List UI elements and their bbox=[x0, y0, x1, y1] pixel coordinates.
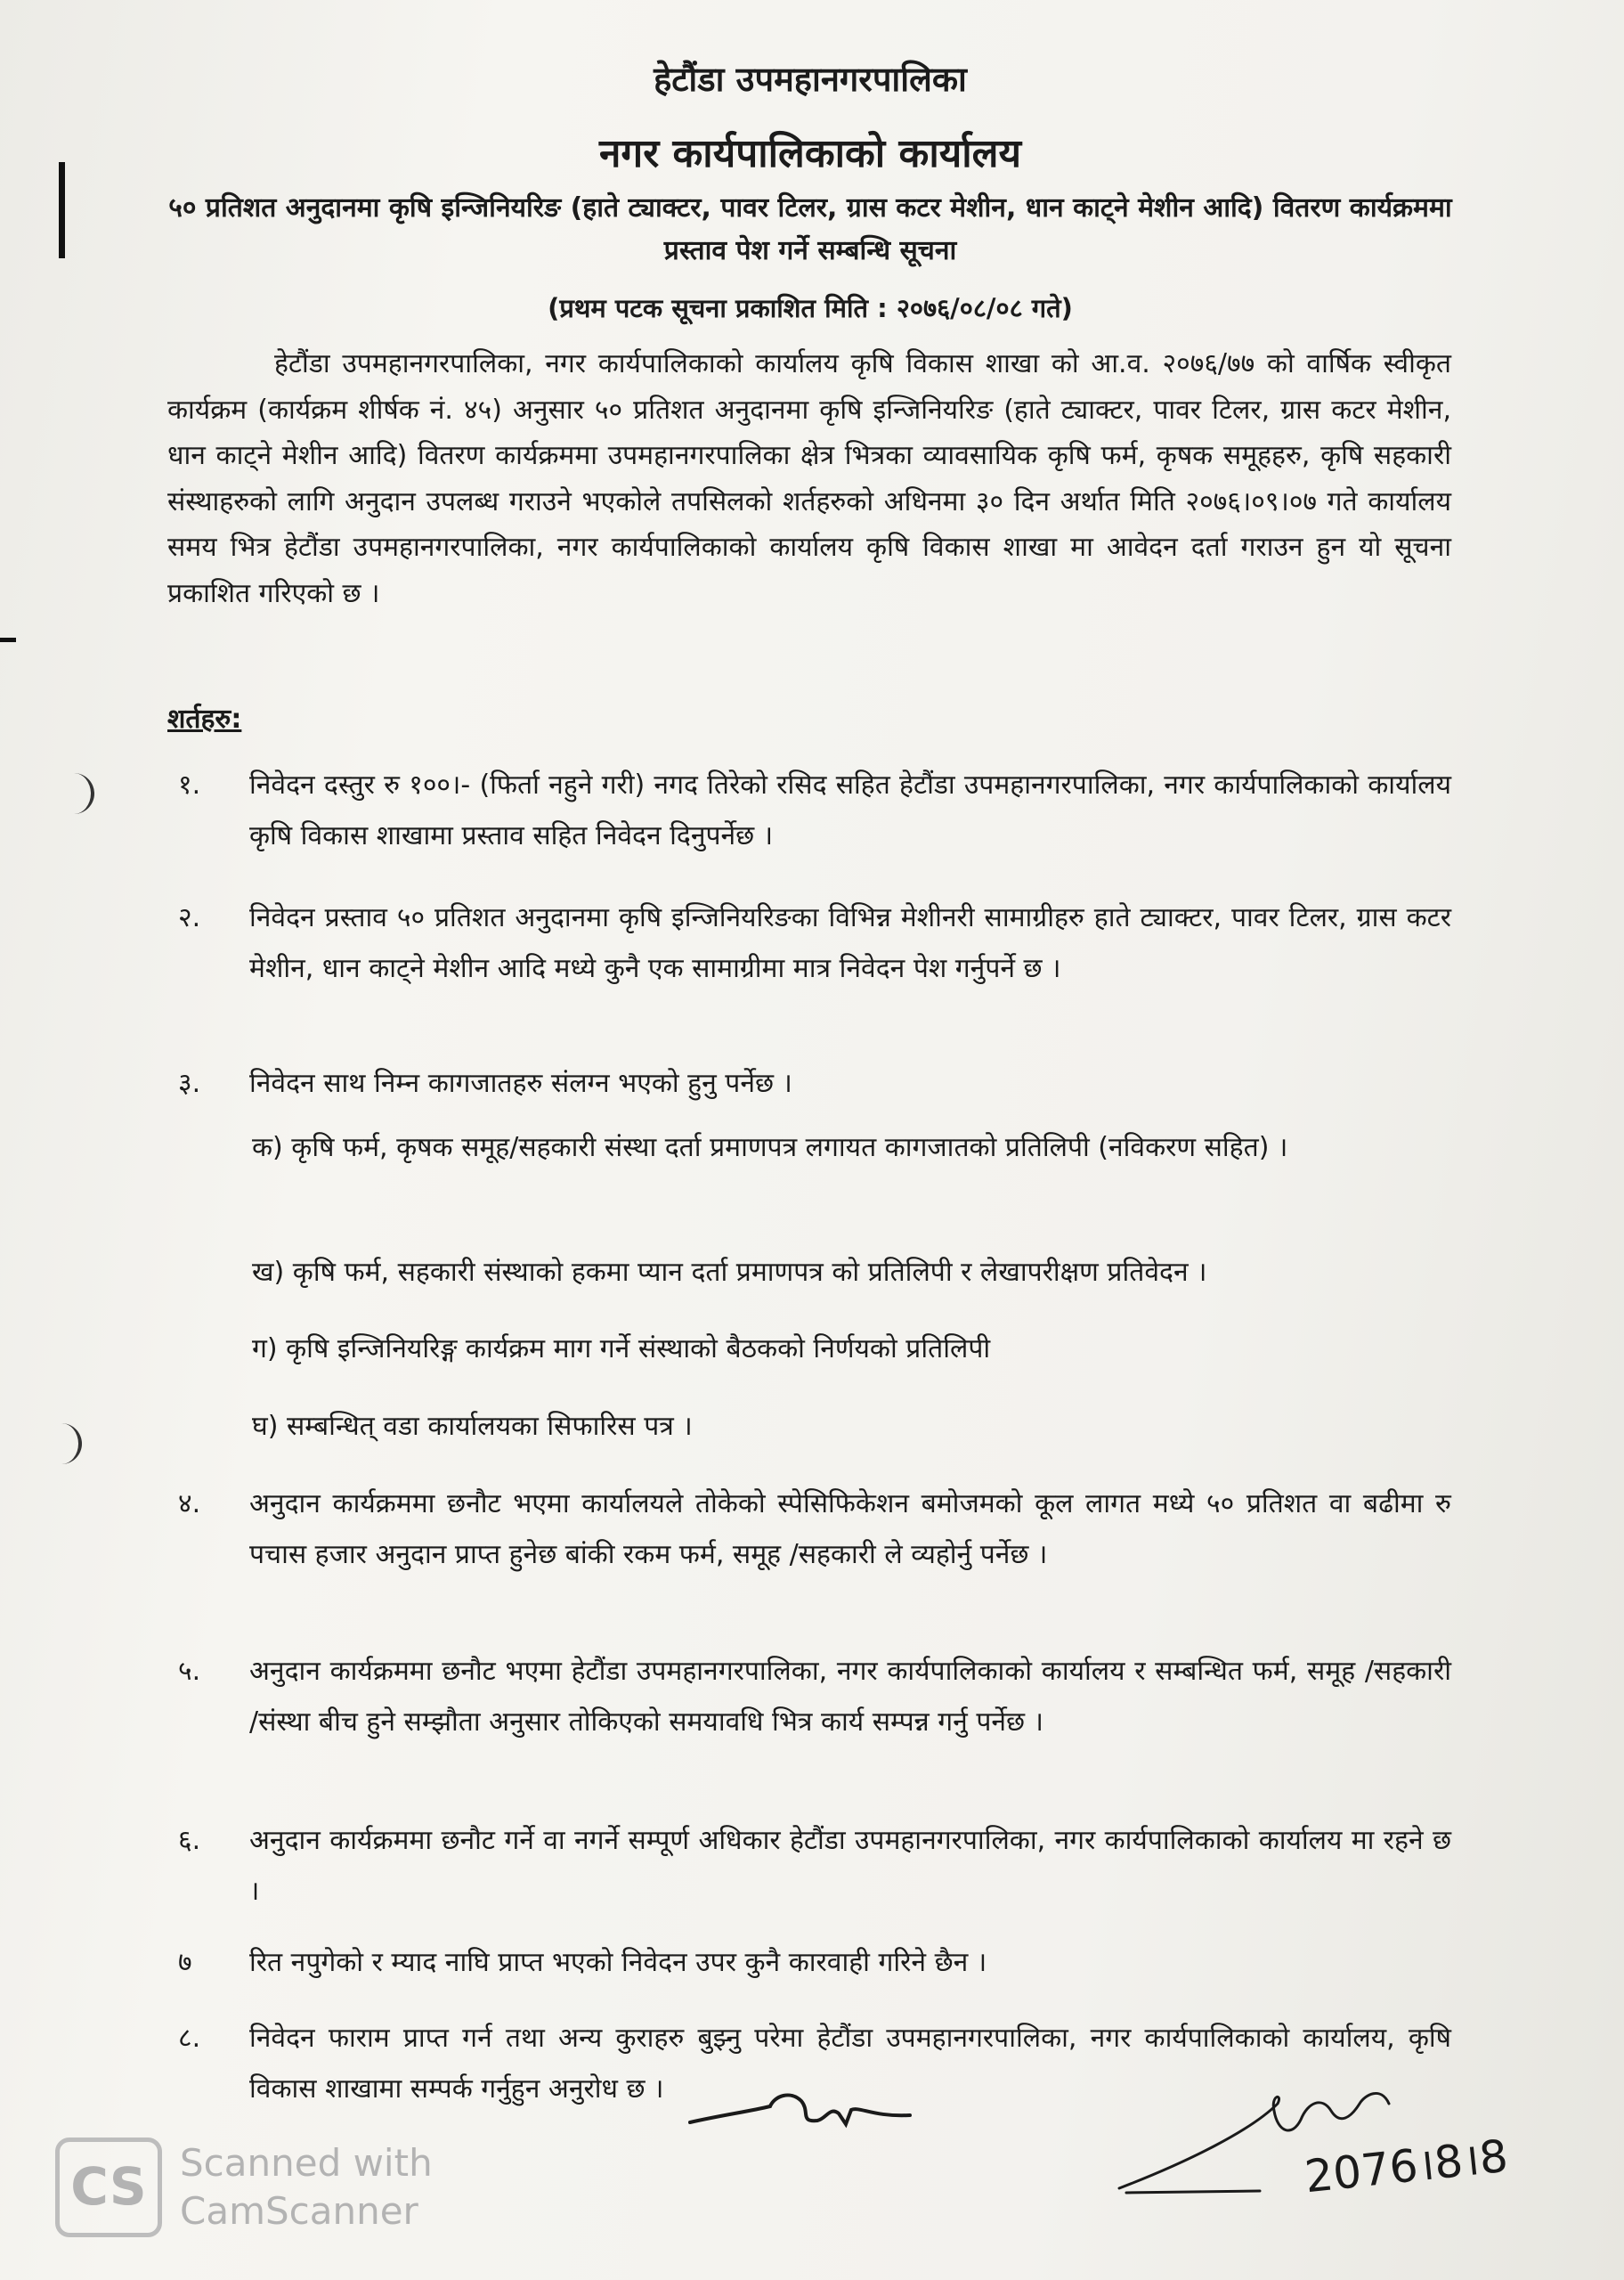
item-text: अनुदान कार्यक्रममा छनौट गर्ने वा नगर्ने सम्पूर्ण अधिकार हेटौंडा उपमहानगरपालिका, नगर कार्यपालिकाको कार्यालय मा रहने छ । bbox=[249, 1825, 1451, 1907]
item-text: निवेदन साथ निम्न कागजातहरु संलग्न भएको हुनु पर्नेछ । bbox=[249, 1068, 792, 1099]
watermark-line-1: Scanned with bbox=[180, 2141, 433, 2185]
watermark-line-2: CamScanner bbox=[180, 2189, 418, 2233]
handwritten-signature bbox=[686, 2071, 917, 2142]
item-number: ६. bbox=[178, 1825, 201, 1856]
sub-item: ख) कृषि फर्म, सहकारी संस्थाको हकमा प्यान दर्ता प्रमाणपत्र को प्रतिलिपी र लेखापरीक्षण प्रतिवेदन । bbox=[252, 1257, 1207, 1288]
item-number: २. bbox=[178, 902, 201, 933]
publish-date: (प्रथम पटक सूचना प्रकाशित मिति : २०७६/०८/०८ गते) bbox=[548, 293, 1073, 323]
margin-mark bbox=[59, 162, 65, 258]
executive-office-title: नगर कार्यपालिकाको कार्यालय bbox=[599, 131, 1021, 176]
notice-subject: ५० प्रतिशत अनुदानमा कृषि इन्जिनियरिङ (हाते ट्याक्टर, पावर टिलर, ग्रास कटर मेशीन, धान काट्ने मेशीन आदि) वितरण कार्यक्रममा प्रस्ताव पेश गर्ने सम्बन्धि सूचना bbox=[168, 192, 1452, 266]
item-number: ५. bbox=[178, 1656, 201, 1687]
signature-date: 2076।8।8 bbox=[1302, 2129, 1511, 2203]
item-text: निवेदन फाराम प्राप्त गर्न तथा अन्य कुराहरु बुझ्नु परेमा हेटौंडा उपमहानगरपालिका, नगर कार्यपालिकाको कार्यालय, कृषि विकास शाखामा सम्पर्क गर्नुहुन अनुरोध छ । bbox=[249, 2023, 1451, 2105]
item-number: ८. bbox=[178, 2023, 201, 2054]
sub-item: ग) कृषि इन्जिनियरिङ्ग कार्यक्रम माग गर्ने संस्थाको बैठकको निर्णयको प्रतिलिपी bbox=[252, 1333, 991, 1364]
edge-mark bbox=[0, 638, 16, 642]
item-number: ७ bbox=[178, 1947, 192, 1978]
sub-item: घ) सम्बन्धित् वडा कार्यालयका सिफारिस पत्र । bbox=[252, 1411, 693, 1442]
office-name: हेटौंडा उपमहानगरपालिका bbox=[654, 60, 967, 99]
sub-item: क) कृषि फर्म, कृषक समूह/सहकारी संस्था दर्ता प्रमाणपत्र लगायत कागजातको प्रतिलिपी (नविकरण सहित) । bbox=[252, 1132, 1288, 1163]
item-text: निवेदन प्रस्ताव ५० प्रतिशत अनुदानमा कृषि इन्जिनियरिङका विभिन्न मेशीनरी सामाग्रीहरु हाते ट्याक्टर, पावर टिलर, ग्रास कटर मेशीन, धान काट्ने मेशीन आदि मध्ये कुनै एक सामाग्रीमा मात्र निवेदन पेश गर्नुपर्ने छ । bbox=[249, 902, 1451, 984]
item-number: ४. bbox=[178, 1488, 201, 1519]
item-text: रित नपुगेको र म्याद नाघि प्राप्त भएको निवेदन उपर कुनै कारवाही गरिने छैन । bbox=[249, 1947, 987, 1978]
item-text: अनुदान कार्यक्रममा छनौट भएमा कार्यालयले तोकेको स्पेसिफिकेशन बमोजमको कूल लागत मध्ये ५० प्रतिशत वा बढीमा रु पचास हजार अनुदान प्राप्त हुनेछ बांकी रकम फर्म, समूह /सहकारी ले व्यहोर्नु पर्नेछ । bbox=[249, 1488, 1451, 1570]
handwritten-signature bbox=[1117, 2068, 1536, 2211]
camscanner-logo-icon: CS bbox=[55, 2138, 162, 2237]
item-text: निवेदन दस्तुर रु १००।- (फिर्ता नहुने गरी) नगद तिरेको रसिद सहित हेटौंडा उपमहानगरपालिका, नगर कार्यपालिकाको कार्यालय कृषि विकास शाखामा प्रस्ताव सहित निवेदन दिनुपर्नेछ । bbox=[249, 770, 1451, 851]
item-number: ३. bbox=[178, 1068, 201, 1099]
conditions-heading: शर्तहरु: bbox=[167, 704, 242, 735]
item-number: १. bbox=[178, 770, 201, 801]
item-text: अनुदान कार्यक्रममा छनौट भएमा हेटौंडा उपमहानगरपालिका, नगर कार्यपालिकाको कार्यालय र सम्बन्धित फर्म, समूह /सहकारी /संस्था बीच हुने सम्झौता अनुसार तोकिएको समयावधि भित्र कार्य सम्पन्न गर्नु पर्नेछ । bbox=[249, 1656, 1451, 1738]
intro-paragraph: हेटौंडा उपमहानगरपालिका, नगर कार्यपालिकाको कार्यालय कृषि विकास शाखा को आ.व. २०७६/७७ को वार्षिक स्वीकृत कार्यक्रम (कार्यक्रम शीर्षक नं. ४५) अनुसार ५० प्रतिशत अनुदानमा कृषि इन्जिनियरिङ (हाते ट्याक्टर, पावर टिलर, ग्रास कटर मेशीन, धान काट्ने मेशीन आदि) वितरण कार्यक्रममा उपमहानगरपालिका क्षेत्र भित्रका व्यावसायिक कृषि फर्म, कृषक समूहहरु, कृषि सहकारी संस्थाहरुको लागि अनुदान उपलब्ध गराउने भएकोले तपसिलको शर्तहरुको अधिनमा ३० दिन अर्थात मिति २०७६।०९।०७ गते कार्यालय समय भित्र हेटौंडा उपमहानगरपालिका, नगर कार्यपालिकाको कार्यालय कृषि विकास शाखा मा आवेदन दर्ता गराउन हुन यो सूचना प्रकाशित गरिएको छ । bbox=[167, 348, 1451, 609]
